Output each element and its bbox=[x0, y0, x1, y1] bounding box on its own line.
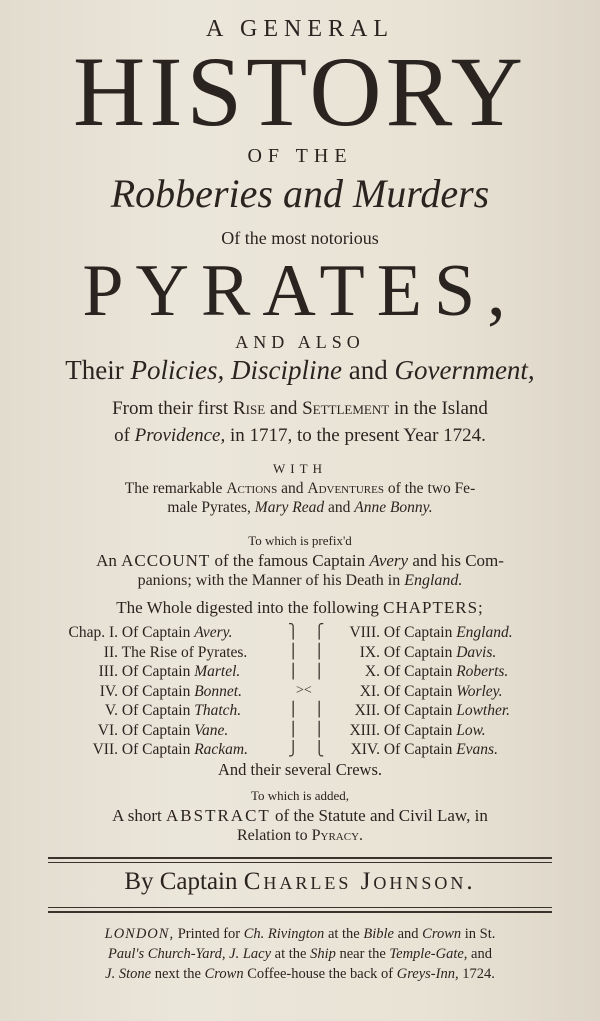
author-text-2: Charles Johnson. bbox=[243, 868, 476, 895]
chapter-number: VII. bbox=[92, 741, 118, 758]
title-pyrates: PYRATES, bbox=[82, 250, 518, 332]
right-chapter-row bbox=[328, 624, 513, 642]
account-text-5: and his Com- bbox=[412, 551, 504, 570]
imprint1-text-1: LONDON, bbox=[104, 926, 175, 942]
imprint2-text-5: Temple-Gate, bbox=[389, 946, 468, 962]
title-crews: And their several Crews. bbox=[217, 760, 383, 779]
chapter-number: IX. bbox=[359, 643, 380, 661]
left-chapter-row bbox=[48, 624, 233, 642]
brace-center-icon: >< bbox=[296, 683, 312, 698]
imprint3-text-6: 1724. bbox=[462, 966, 495, 982]
imprint2-text-4: near the bbox=[339, 946, 386, 962]
abstract-text-3: of the Statute and Civil Law, in bbox=[275, 806, 488, 825]
chapter-text: Of Captain bbox=[383, 624, 453, 641]
imprint3-text-3: Crown bbox=[204, 966, 244, 982]
right-brace-bottom-icon: ⎩ bbox=[314, 742, 325, 757]
female-text-1: male Pyrates, bbox=[167, 499, 251, 516]
left-chapter-row bbox=[48, 663, 240, 681]
account-text-4: Avery bbox=[369, 551, 409, 570]
chapter-captain-name: Low. bbox=[456, 721, 486, 739]
chapter-text: Of Captain bbox=[121, 741, 191, 758]
imprint1-text-6: and bbox=[397, 926, 419, 942]
chapter-captain-name: Davis. bbox=[456, 643, 497, 661]
rule-top-double-1 bbox=[48, 857, 552, 859]
imprint1-text-8: in St. bbox=[464, 926, 496, 942]
chapter-text: Of Captain bbox=[383, 643, 453, 661]
chapter-captain-name: Bonnet. bbox=[194, 682, 242, 700]
right-chapter-row bbox=[328, 663, 508, 681]
rule-bottom-double-1 bbox=[48, 907, 552, 908]
chapter-captain-name: Vane. bbox=[194, 721, 229, 739]
imprint2-text-6: and bbox=[471, 946, 492, 962]
imprint2-text-2: at the bbox=[274, 946, 307, 962]
title-female-pyrates bbox=[0, 499, 600, 517]
left-chapter-row bbox=[48, 702, 241, 720]
providence-text-3: in 1717, to the present Year 1724. bbox=[229, 425, 486, 446]
relation-text-1: Relation to bbox=[236, 827, 308, 844]
abstract-text-2: ABSTRACT bbox=[166, 806, 271, 825]
remarkable-text-2: Actions bbox=[226, 480, 278, 497]
title-added: To which is added, bbox=[250, 788, 349, 803]
imprint1-text-2: Printed for bbox=[177, 926, 241, 942]
providence-text-2: Providence, bbox=[134, 425, 226, 446]
chapter-captain-name: Lowther. bbox=[456, 702, 511, 719]
imprint1-text-4: at the bbox=[327, 926, 360, 942]
policies-text-4: Government, bbox=[394, 355, 535, 385]
account-text-3: of the famous Captain bbox=[214, 551, 366, 570]
chapter-number: XII. bbox=[354, 702, 380, 719]
title-with: WITH bbox=[273, 461, 327, 476]
left-chapter-row bbox=[48, 683, 242, 701]
chapter-text: Of Captain bbox=[383, 682, 453, 700]
chapter-number: II. bbox=[103, 643, 118, 661]
right-chapter-row bbox=[328, 644, 496, 662]
rise-text-5: in the Island bbox=[393, 398, 488, 419]
chapter-number: XIII. bbox=[349, 721, 380, 739]
female-text-4: Anne Bonny. bbox=[354, 499, 433, 516]
remarkable-text-3: and bbox=[281, 480, 304, 497]
chapter-number: IV. bbox=[99, 682, 118, 700]
right-chapter-row bbox=[328, 741, 498, 759]
chapter-captain-name: Evans. bbox=[456, 741, 498, 758]
chapter-number: X. bbox=[364, 663, 380, 680]
account-text-2: ACCOUNT bbox=[121, 551, 211, 570]
remarkable-text-5: of the two Fe- bbox=[387, 480, 476, 497]
remarkable-text-1: The remarkable bbox=[124, 480, 223, 497]
companions-text-2: England. bbox=[404, 572, 463, 589]
imprint-line-1 bbox=[0, 926, 600, 943]
left-brace-bottom-icon: ⎭ bbox=[288, 742, 299, 757]
title-of-the: OF THE bbox=[247, 145, 353, 167]
rule-top-double-2 bbox=[48, 862, 552, 863]
right-brace-mid1-icon: ⎪ bbox=[314, 645, 325, 660]
chapter-captain-name: England. bbox=[456, 624, 513, 641]
rise-text-3: and bbox=[269, 398, 298, 419]
imprint3-text-1: J. Stone bbox=[105, 966, 152, 982]
chapter-text: Of Captain bbox=[121, 702, 191, 719]
title-and-also: AND ALSO bbox=[235, 332, 365, 352]
chapter-number: VIII. bbox=[349, 624, 380, 641]
left-brace-top-icon: ⎫ bbox=[288, 625, 299, 640]
rise-text-2: Rise bbox=[232, 398, 266, 419]
imprint-line-2 bbox=[0, 946, 600, 963]
providence-text-1: of bbox=[114, 425, 130, 446]
title-history: HISTORY bbox=[72, 36, 528, 147]
policies-text-3: and bbox=[348, 355, 388, 385]
left-brace-mid1-icon: ⎪ bbox=[288, 645, 299, 660]
chapter-captain-name: Thatch. bbox=[194, 702, 242, 719]
right-brace-mid2-icon: ⎪ bbox=[314, 665, 325, 680]
right-brace-top-icon: ⎧ bbox=[314, 625, 325, 640]
chapter-text: Of Captain bbox=[121, 624, 191, 641]
female-text-3: and bbox=[327, 499, 351, 516]
right-chapter-row bbox=[328, 702, 510, 720]
chapter-text: Of Captain bbox=[383, 721, 453, 739]
female-text-2: Mary Read bbox=[254, 499, 325, 516]
title-policies bbox=[0, 355, 600, 386]
left-chapter-row bbox=[48, 741, 248, 759]
title-author bbox=[0, 868, 600, 896]
chapter-number: VI. bbox=[97, 721, 118, 739]
chapter-number: V. bbox=[104, 702, 118, 719]
title-prefix: To which is prefix'd bbox=[248, 533, 352, 548]
chapter-captain-name: Martel. bbox=[194, 663, 241, 680]
chapter-number: XIV. bbox=[350, 741, 380, 758]
right-chapter-row bbox=[328, 683, 503, 701]
title-digested bbox=[0, 598, 600, 618]
policies-text-2: Policies, Discipline bbox=[130, 355, 342, 385]
chapter-number: III. bbox=[98, 663, 118, 680]
title-providence bbox=[0, 425, 600, 447]
left-brace-mid3-icon: ⎪ bbox=[288, 703, 299, 718]
imprint2-text-3: Ship bbox=[310, 946, 336, 962]
imprint2-text-1: Paul's Church-Yard, J. Lacy bbox=[108, 946, 272, 962]
left-chapter-row bbox=[48, 644, 247, 662]
title-relation bbox=[0, 827, 600, 845]
chapter-captain-name: Worley. bbox=[456, 682, 503, 700]
chapter-captain-name: Rackam. bbox=[194, 741, 248, 758]
chapter-text: Of Captain bbox=[383, 741, 453, 758]
imprint1-text-7: Crown bbox=[422, 926, 462, 942]
title-line-general: A GENERAL bbox=[206, 16, 394, 42]
chapter-text: Of Captain bbox=[383, 663, 453, 680]
imprint3-text-2: next the bbox=[154, 966, 201, 982]
companions-text-1: panions; with the Manner of his Death in bbox=[137, 572, 401, 589]
chapter-text: Of Captain bbox=[121, 663, 191, 680]
chapter-captain-name: Avery. bbox=[194, 624, 233, 641]
title-account bbox=[0, 551, 600, 571]
left-brace-mid4-icon: ⎪ bbox=[288, 723, 299, 738]
title-remarkable bbox=[0, 480, 600, 498]
imprint1-text-3: Ch. Rivington bbox=[243, 926, 325, 942]
abstract-text-1: A short bbox=[112, 806, 162, 825]
chapter-number: XI. bbox=[359, 682, 380, 700]
digested-text-2: CHAPTERS; bbox=[383, 598, 484, 617]
author-text-1: By Captain bbox=[124, 868, 238, 895]
rise-text-4: Settlement bbox=[302, 398, 390, 419]
left-brace-mid2-icon: ⎪ bbox=[288, 665, 299, 680]
remarkable-text-4: Adventures bbox=[307, 480, 384, 497]
right-brace-mid3-icon: ⎪ bbox=[314, 703, 325, 718]
chapter-number: Chap. I. bbox=[68, 624, 118, 641]
title-notorious: Of the most notorious bbox=[221, 228, 379, 248]
policies-text-1: Their bbox=[65, 355, 124, 385]
title-robberies: Robberies and Murders bbox=[110, 171, 490, 216]
title-abstract bbox=[0, 806, 600, 826]
rise-text-1: From their first bbox=[112, 398, 229, 419]
account-text-1: An bbox=[96, 551, 117, 570]
chapter-captain-name: Roberts. bbox=[456, 663, 509, 680]
title-companions bbox=[0, 572, 600, 590]
imprint3-text-5: Greys-Inn, bbox=[396, 966, 459, 982]
title-rise bbox=[0, 398, 600, 420]
imprint3-text-4: Coffee-house the back of bbox=[247, 966, 394, 982]
right-chapter-row bbox=[328, 722, 486, 740]
right-brace-mid4-icon: ⎪ bbox=[314, 723, 325, 738]
chapter-text: Of Captain bbox=[383, 702, 453, 719]
left-chapter-row bbox=[48, 722, 228, 740]
imprint-line-3 bbox=[0, 966, 600, 983]
imprint1-text-5: Bible bbox=[363, 926, 394, 942]
relation-text-2: Pyracy. bbox=[311, 827, 364, 844]
rule-bottom-double-2 bbox=[48, 911, 552, 913]
digested-text-1: The Whole digested into the following bbox=[116, 598, 379, 617]
chapter-text: The Rise of Pyrates. bbox=[121, 643, 248, 661]
chapter-text: Of Captain bbox=[121, 682, 191, 700]
chapter-text: Of Captain bbox=[121, 721, 191, 739]
